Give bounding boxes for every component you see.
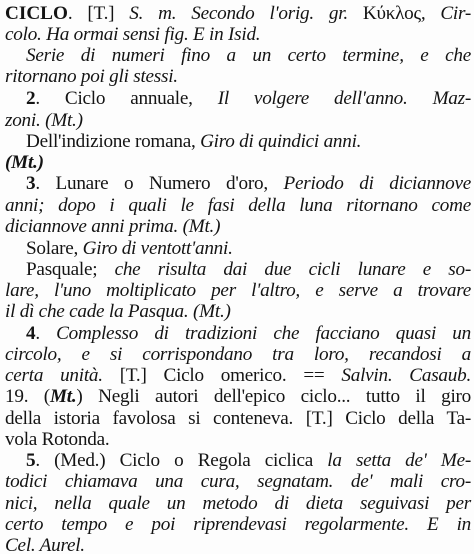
sense-5-line-2 [5,472,471,493]
sense-4-line-4 [5,387,471,408]
text-segment: anni; dopo i quali le fasi della luna ritornano come [5,195,471,216]
text-segment: zoni. (Mt.) [5,110,83,131]
sense-3-line-7 [5,302,471,323]
sense-3-line-1 [26,174,471,195]
text-segment: . [35,323,57,344]
sense-4-line-5 [5,409,471,430]
text-segment: Pasquale; [26,259,115,280]
text-segment: ) Negli autori dell'epico ciclo... tutto il giro [76,386,472,407]
text-segment: Serie di numeri fino a un certo termine, e che [26,45,471,66]
text-segment: Κύκλος [362,3,421,24]
text-segment: Complesso di tradizioni che facciano quasi un [56,323,471,344]
text-segment: 19. ( [5,386,50,407]
text-segment: (Mt.) [5,152,44,173]
sense-5-line-4 [5,515,471,536]
sense-4-line-1 [26,324,471,345]
text-segment: il dì che cade la Pasqua. (Mt.) [5,301,231,322]
text-segment: della istoria favolosa si conteneva. [T.] Ciclo della Ta- [5,408,471,429]
text-segment: ritornano poi gli stessi. [5,66,178,87]
sense-4-line-3 [5,366,471,387]
text-segment: S. m. Secondo l'orig. gr. [129,3,363,24]
sense-2-line-1 [26,89,471,110]
text-segment: . Ciclo annuale, [35,88,218,109]
sense-2-line-2 [5,111,471,132]
entry-line-3 [26,46,471,67]
sense-5-line-1 [26,451,471,472]
sense-3-line-2 [5,196,471,217]
text-segment: 4 [26,323,36,344]
text-segment: diciannove anni prima. (Mt.) [5,216,221,237]
sense-3-line-5 [26,260,471,281]
text-segment: nici, nella quale un metodo di dieta seguivasi per [5,493,471,514]
text-segment: Cel. Aurel. [5,536,85,554]
text-segment: Giro di ventott'anni. [82,238,233,259]
text-segment: lare, l'uno moltiplicato per l'altro, e serve a trovare [5,280,471,301]
entry-line-4 [5,67,471,88]
text-segment: . Lunare o Numero d'oro, [35,173,284,194]
text-segment: . [T.] [67,3,130,24]
text-segment: Periodo di diciannove [283,173,471,194]
sense-4-line-6 [5,430,471,451]
text-segment: Giro di quindici anni. [200,131,362,152]
text-segment: Il volgere dell'anno. Maz- [217,88,471,109]
sense-2-line-4 [5,153,471,174]
text-segment: che risulta dai due cicli lunare e so- [114,259,471,280]
sense-5-line-5 [5,536,471,554]
sense-4-line-2 [5,345,471,366]
text-segment: colo. Ha ormai sensi fig. E in Isid. [5,24,261,45]
text-segment: CICLO [5,3,68,24]
text-segment: [T.] Ciclo omerico. == [119,365,342,386]
text-segment: 3 [26,173,36,194]
sense-5-line-3 [5,494,471,515]
text-segment: vola Rotonda. [5,429,110,450]
sense-2-line-3 [26,132,471,153]
text-segment: Salvin. Casaub. [341,365,471,386]
text-segment: la setta de' Me- [327,450,471,471]
text-segment: Solare, [26,238,83,259]
text-segment: Mt. [49,386,77,407]
text-segment: certa unità. [5,365,120,386]
sense-3-line-6 [5,281,471,302]
text-segment: . (Med.) Ciclo o Regola ciclica [35,450,328,471]
sense-3-line-3 [5,217,471,238]
text-segment: 2 [26,88,36,109]
text-segment: Dell'indizione romana, [26,131,201,152]
text-segment: 5 [26,450,36,471]
text-segment: circolo, e si corrispondano tra loro, recandosi a [5,344,471,365]
text-segment: certo tempo e poi riprendevasi regolarmente. E in [5,514,471,535]
text-segment: , Cir- [420,3,471,24]
entry-line-2 [5,25,471,46]
entry-line-1 [5,4,471,25]
sense-3-line-4 [26,239,471,260]
text-segment: todici chiamava una cura, segnatam. de' mali cro- [5,471,471,492]
